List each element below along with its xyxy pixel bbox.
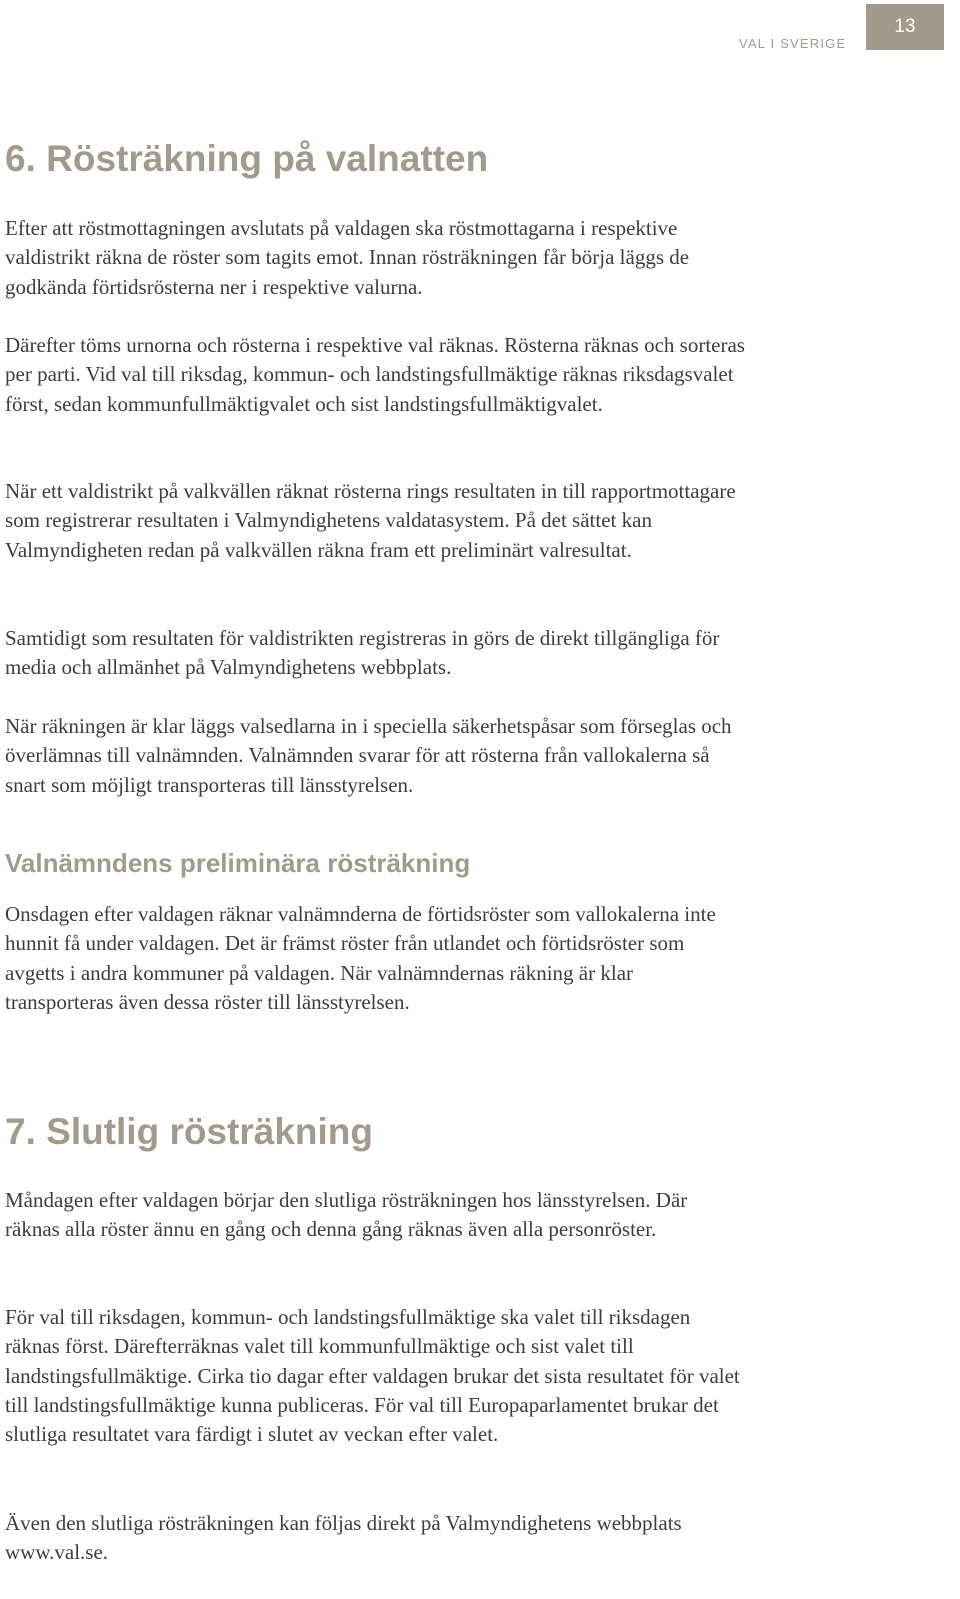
section-6-paragraph-5: När räkningen är klar läggs valsedlarna in i speciella säkerhetspåsar som förseglas och överlämnas till valnämnden. Valnämnden svarar för att rösterna från vallokalerna så snart som möjligt transporteras till länsstyrelsen.: [5, 714, 732, 797]
section-6-paragraph-4: Samtidigt som resultaten för valdistrikten registreras in görs de direkt tillgängliga för media och allmänhet på Valmyndighetens webbplats.: [5, 626, 720, 680]
subsection-paragraph-1: Onsdagen efter valdagen räknar valnämnderna de förtidsröster som vallokalerna inte hunnit få under valdagen. Det är främst röster från utlandet och förtidsröster som avgetts i andra kommuner på valdagen. När valnämndernas räkning är klar transporteras även dessa röster till länsstyrelsen.: [5, 902, 716, 1014]
section-6-paragraph-3: När ett valdistrikt på valkvällen räknat rösterna rings resultaten in till rapportmottagare som registrerar resultaten i Valmyndighetens valdatasystem. På det sättet kan Valmyndigheten redan på valkvällen räkna fram ett preliminärt valresultat.: [5, 479, 736, 562]
page-number-tab: 13: [866, 4, 944, 50]
section-6-paragraph-1: Efter att röstmottagningen avslutats på valdagen ska röstmottagarna i respektive valdistrikt räkna de röster som tagits emot. Innan rösträkningen får börja läggs de godkända förtidsrösterna ner i respektive valurna.: [5, 216, 690, 299]
section-7-heading: 7. Slutlig rösträkning: [5, 1111, 373, 1152]
running-head: VAL I SVERIGE: [739, 36, 847, 51]
section-7-paragraph-2: För val till riksdagen, kommun- och landstingsfullmäktige ska valet till riksdagen räknas först. Därefterräknas valet till kommunfullmäktige och sist valet till landstingsfullmäktige. Cirka tio dagar efter valdagen brukar det sista resultatet för valet till landstingsfullmäktige kunna publiceras. För val till Europaparlamentet brukar det slutliga resultatet vara färdigt i slutet av veckan efter valet.: [5, 1305, 740, 1447]
section-6-heading: 6. Rösträkning på valnatten: [5, 138, 489, 179]
section-7-paragraph-3: Även den slutliga rösträkningen kan följas direkt på Valmyndighetens webbplats www.val.se.: [5, 1511, 682, 1565]
section-6-paragraph-2: Därefter töms urnorna och rösterna i respektive val räknas. Rösterna räknas och sorteras per parti. Vid val till riksdag, kommun- och landstingsfullmäktige räknas riksdagsvalet först, sedan kommunfullmäktigvalet och sist landstingsfullmäktigvalet.: [5, 333, 745, 416]
section-7-paragraph-1: Måndagen efter valdagen börjar den slutliga rösträkningen hos länsstyrelsen. Där räknas alla röster ännu en gång och denna gång räknas även alla personröster.: [5, 1188, 688, 1242]
subsection-heading: Valnämndens preliminära rösträkning: [5, 848, 471, 878]
